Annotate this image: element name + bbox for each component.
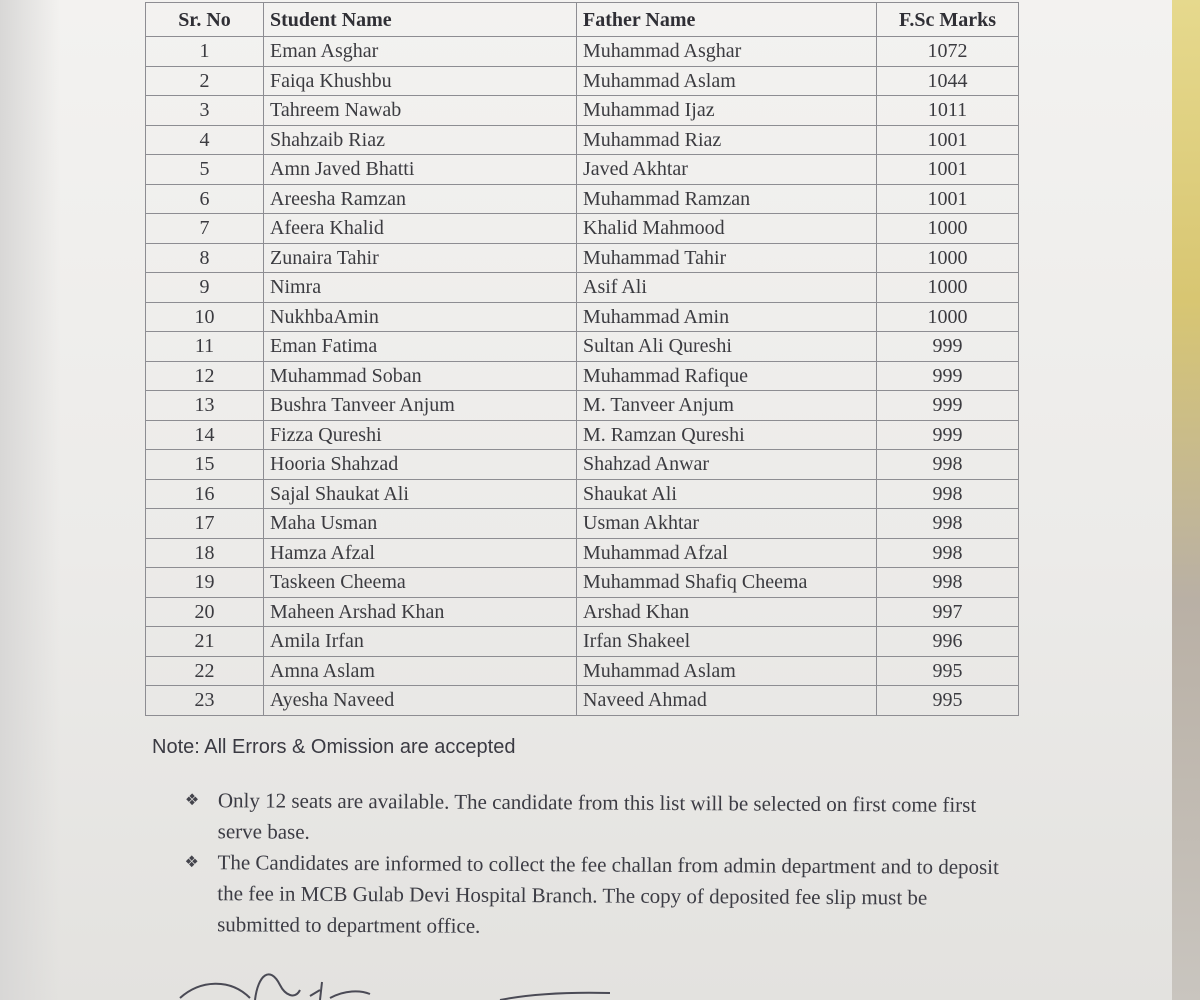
cell-student-name: Hooria Shahzad (264, 450, 577, 480)
cell-student-name: Zunaira Tahir (264, 243, 577, 273)
table-row (146, 66, 1019, 96)
cell-father-name: Muhammad Shafiq Cheema (577, 568, 877, 598)
table-row (146, 538, 1019, 568)
cell-fsc-marks: 1001 (877, 184, 1019, 214)
cell-student-name: Tahreem Nawab (264, 96, 577, 126)
cell-father-name: Muhammad Amin (577, 302, 877, 332)
cell-father-name: Arshad Khan (577, 597, 877, 627)
cell-sr-no: 8 (146, 243, 264, 273)
cell-sr-no: 13 (146, 391, 264, 421)
cell-student-name: Areesha Ramzan (264, 184, 577, 214)
table-row (146, 686, 1019, 716)
cell-sr-no: 20 (146, 597, 264, 627)
cell-fsc-marks: 1072 (877, 37, 1019, 67)
cell-student-name: Eman Fatima (264, 332, 577, 362)
cell-sr-no: 19 (146, 568, 264, 598)
cell-father-name: Muhammad Rafique (577, 361, 877, 391)
cell-fsc-marks: 998 (877, 479, 1019, 509)
cell-student-name: Taskeen Cheema (264, 568, 577, 598)
merit-list-table (145, 2, 1019, 716)
cell-student-name: Afeera Khalid (264, 214, 577, 244)
cell-student-name: Shahzaib Riaz (264, 125, 577, 155)
cell-father-name: Muhammad Afzal (577, 538, 877, 568)
table-row (146, 509, 1019, 539)
cell-father-name: Shaukat Ali (577, 479, 877, 509)
cell-student-name: Fizza Qureshi (264, 420, 577, 450)
table-row (146, 391, 1019, 421)
cell-sr-no: 3 (146, 96, 264, 126)
cell-father-name: Shahzad Anwar (577, 450, 877, 480)
table-row (146, 184, 1019, 214)
cell-father-name: Muhammad Tahir (577, 243, 877, 273)
cell-sr-no: 18 (146, 538, 264, 568)
signature-image (170, 960, 630, 1000)
cell-sr-no: 1 (146, 37, 264, 67)
cell-fsc-marks: 998 (877, 538, 1019, 568)
cell-fsc-marks: 1000 (877, 273, 1019, 303)
four-diamond-bullet-icon: ❖ (184, 853, 199, 872)
cell-fsc-marks: 997 (877, 597, 1019, 627)
four-diamond-bullet-icon: ❖ (184, 791, 200, 810)
table-body (146, 37, 1019, 716)
table-row (146, 420, 1019, 450)
cell-father-name: Asif Ali (577, 273, 877, 303)
cell-student-name: Eman Asghar (264, 37, 577, 67)
cell-student-name: Maheen Arshad Khan (264, 597, 577, 627)
table-row (146, 627, 1019, 657)
cell-student-name: Bushra Tanveer Anjum (264, 391, 577, 421)
cell-sr-no: 2 (146, 66, 264, 96)
cell-sr-no: 6 (146, 184, 264, 214)
cell-sr-no: 11 (146, 332, 264, 362)
cell-father-name: Muhammad Aslam (577, 656, 877, 686)
table-row (146, 332, 1019, 362)
cell-fsc-marks: 995 (877, 656, 1019, 686)
table-row (146, 302, 1019, 332)
cell-fsc-marks: 1000 (877, 243, 1019, 273)
cell-sr-no: 22 (146, 656, 264, 686)
cell-father-name: M. Tanveer Anjum (577, 391, 877, 421)
table-row (146, 361, 1019, 391)
cell-father-name: Muhammad Riaz (577, 125, 877, 155)
cell-father-name: Sultan Ali Qureshi (577, 332, 877, 362)
table-row (146, 96, 1019, 126)
cell-fsc-marks: 995 (877, 686, 1019, 716)
cell-student-name: Amila Irfan (264, 627, 577, 657)
cell-sr-no: 14 (146, 420, 264, 450)
note-text: Note: All Errors & Omission are accepted (152, 736, 516, 758)
table-row (146, 568, 1019, 598)
table-row (146, 479, 1019, 509)
cell-sr-no: 12 (146, 361, 264, 391)
cell-sr-no: 16 (146, 479, 264, 509)
cell-fsc-marks: 1001 (877, 155, 1019, 185)
page-shadow (0, 0, 60, 1000)
cell-sr-no: 15 (146, 450, 264, 480)
cell-sr-no: 23 (146, 686, 264, 716)
header-sr-no: Sr. No (146, 3, 264, 37)
cell-fsc-marks: 1001 (877, 125, 1019, 155)
header-father-name: Father Name (577, 3, 877, 37)
instruction-item (184, 847, 1015, 945)
cell-student-name: Hamza Afzal (264, 538, 577, 568)
cell-student-name: Amna Aslam (264, 656, 577, 686)
table-row (146, 37, 1019, 67)
header-student-name: Student Name (264, 3, 577, 37)
cell-fsc-marks: 999 (877, 361, 1019, 391)
table-row (146, 273, 1019, 303)
cell-fsc-marks: 998 (877, 509, 1019, 539)
table-row (146, 125, 1019, 155)
table-row (146, 214, 1019, 244)
cell-fsc-marks: 1000 (877, 302, 1019, 332)
cell-sr-no: 17 (146, 509, 264, 539)
cell-fsc-marks: 999 (877, 391, 1019, 421)
cell-sr-no: 4 (146, 125, 264, 155)
cell-father-name: M. Ramzan Qureshi (577, 420, 877, 450)
cell-student-name: NukhbaAmin (264, 302, 577, 332)
instructions-list (184, 785, 1015, 945)
cell-father-name: Khalid Mahmood (577, 214, 877, 244)
table-row (146, 597, 1019, 627)
cell-fsc-marks: 1011 (877, 96, 1019, 126)
cell-student-name: Sajal Shaukat Ali (264, 479, 577, 509)
cell-father-name: Irfan Shakeel (577, 627, 877, 657)
cell-fsc-marks: 999 (877, 332, 1019, 362)
table-row (146, 656, 1019, 686)
cell-student-name: Nimra (264, 273, 577, 303)
cell-father-name: Muhammad Asghar (577, 37, 877, 67)
cell-father-name: Usman Akhtar (577, 509, 877, 539)
header-fsc-marks: F.Sc Marks (877, 3, 1019, 37)
cell-father-name: Muhammad Ijaz (577, 96, 877, 126)
cell-sr-no: 10 (146, 302, 264, 332)
cell-student-name: Amn Javed Bhatti (264, 155, 577, 185)
cell-student-name: Muhammad Soban (264, 361, 577, 391)
cell-student-name: Maha Usman (264, 509, 577, 539)
cell-father-name: Javed Akhtar (577, 155, 877, 185)
table-row (146, 450, 1019, 480)
cell-father-name: Naveed Ahmad (577, 686, 877, 716)
table-row (146, 155, 1019, 185)
instruction-item (185, 785, 1015, 852)
cell-student-name: Ayesha Naveed (264, 686, 577, 716)
instruction-text: Only 12 seats are available. The candidate from this list will be selected on first come first serve base. (217, 788, 977, 844)
cell-father-name: Muhammad Aslam (577, 66, 877, 96)
cell-fsc-marks: 998 (877, 450, 1019, 480)
cell-sr-no: 9 (146, 273, 264, 303)
cell-sr-no: 5 (146, 155, 264, 185)
cell-fsc-marks: 996 (877, 627, 1019, 657)
cell-student-name: Faiqa Khushbu (264, 66, 577, 96)
table-row (146, 243, 1019, 273)
table-header-row (146, 3, 1019, 37)
background-edge (1172, 0, 1200, 1000)
cell-sr-no: 7 (146, 214, 264, 244)
instruction-text: The Candidates are informed to collect the fee challan from admin department and to deposit the fee in MCB Gulab Devi Hospital Branch. The copy of deposited fee slip must be submitted to department office. (217, 850, 999, 938)
cell-fsc-marks: 1000 (877, 214, 1019, 244)
cell-fsc-marks: 1044 (877, 66, 1019, 96)
cell-father-name: Muhammad Ramzan (577, 184, 877, 214)
cell-sr-no: 21 (146, 627, 264, 657)
cell-fsc-marks: 999 (877, 420, 1019, 450)
cell-fsc-marks: 998 (877, 568, 1019, 598)
